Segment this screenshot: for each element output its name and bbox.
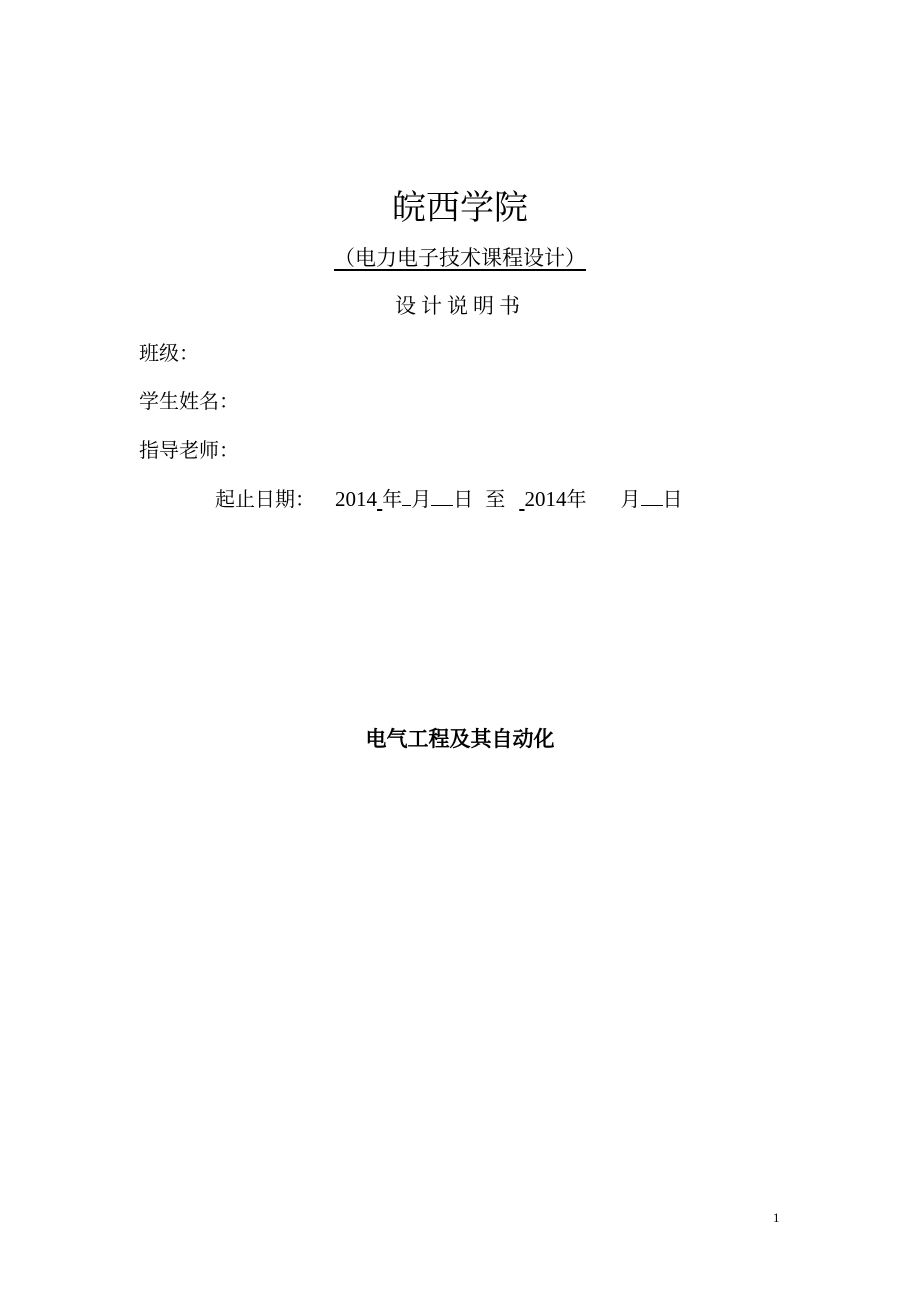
page-number: 1: [773, 1210, 780, 1225]
major-name: 电气工程及其自动化: [365, 727, 555, 751]
start-month-blank: [402, 483, 411, 506]
advisor-label: 指导老师：: [139, 438, 239, 462]
document-type: 设计说明书: [395, 294, 525, 318]
start-day-blank: [431, 483, 453, 506]
course-name: [0, 243, 920, 273]
school-name: 皖西学院: [392, 188, 528, 228]
student-name-label: 学生姓名：: [139, 389, 239, 413]
date-range-row: [215, 483, 683, 514]
date-range-label: 起止日期：: [215, 487, 315, 511]
end-year-char: 年: [566, 487, 587, 511]
start-month-char: 月: [411, 487, 432, 511]
end-day-char: 日: [662, 487, 683, 511]
start-year: [335, 484, 382, 514]
start-year-char: 年: [382, 487, 403, 511]
end-year: [519, 484, 566, 514]
end-year-value: 2014: [524, 487, 567, 511]
start-day-char: 日: [453, 487, 474, 511]
start-year-value: 2014: [335, 487, 377, 511]
class-label: 班级：: [139, 341, 199, 365]
course-name-text: （电力电子技术课程设计）: [334, 246, 586, 270]
end-day-blank: [641, 483, 663, 506]
end-month-char: 月: [620, 487, 641, 511]
to-char: 至: [485, 487, 506, 511]
